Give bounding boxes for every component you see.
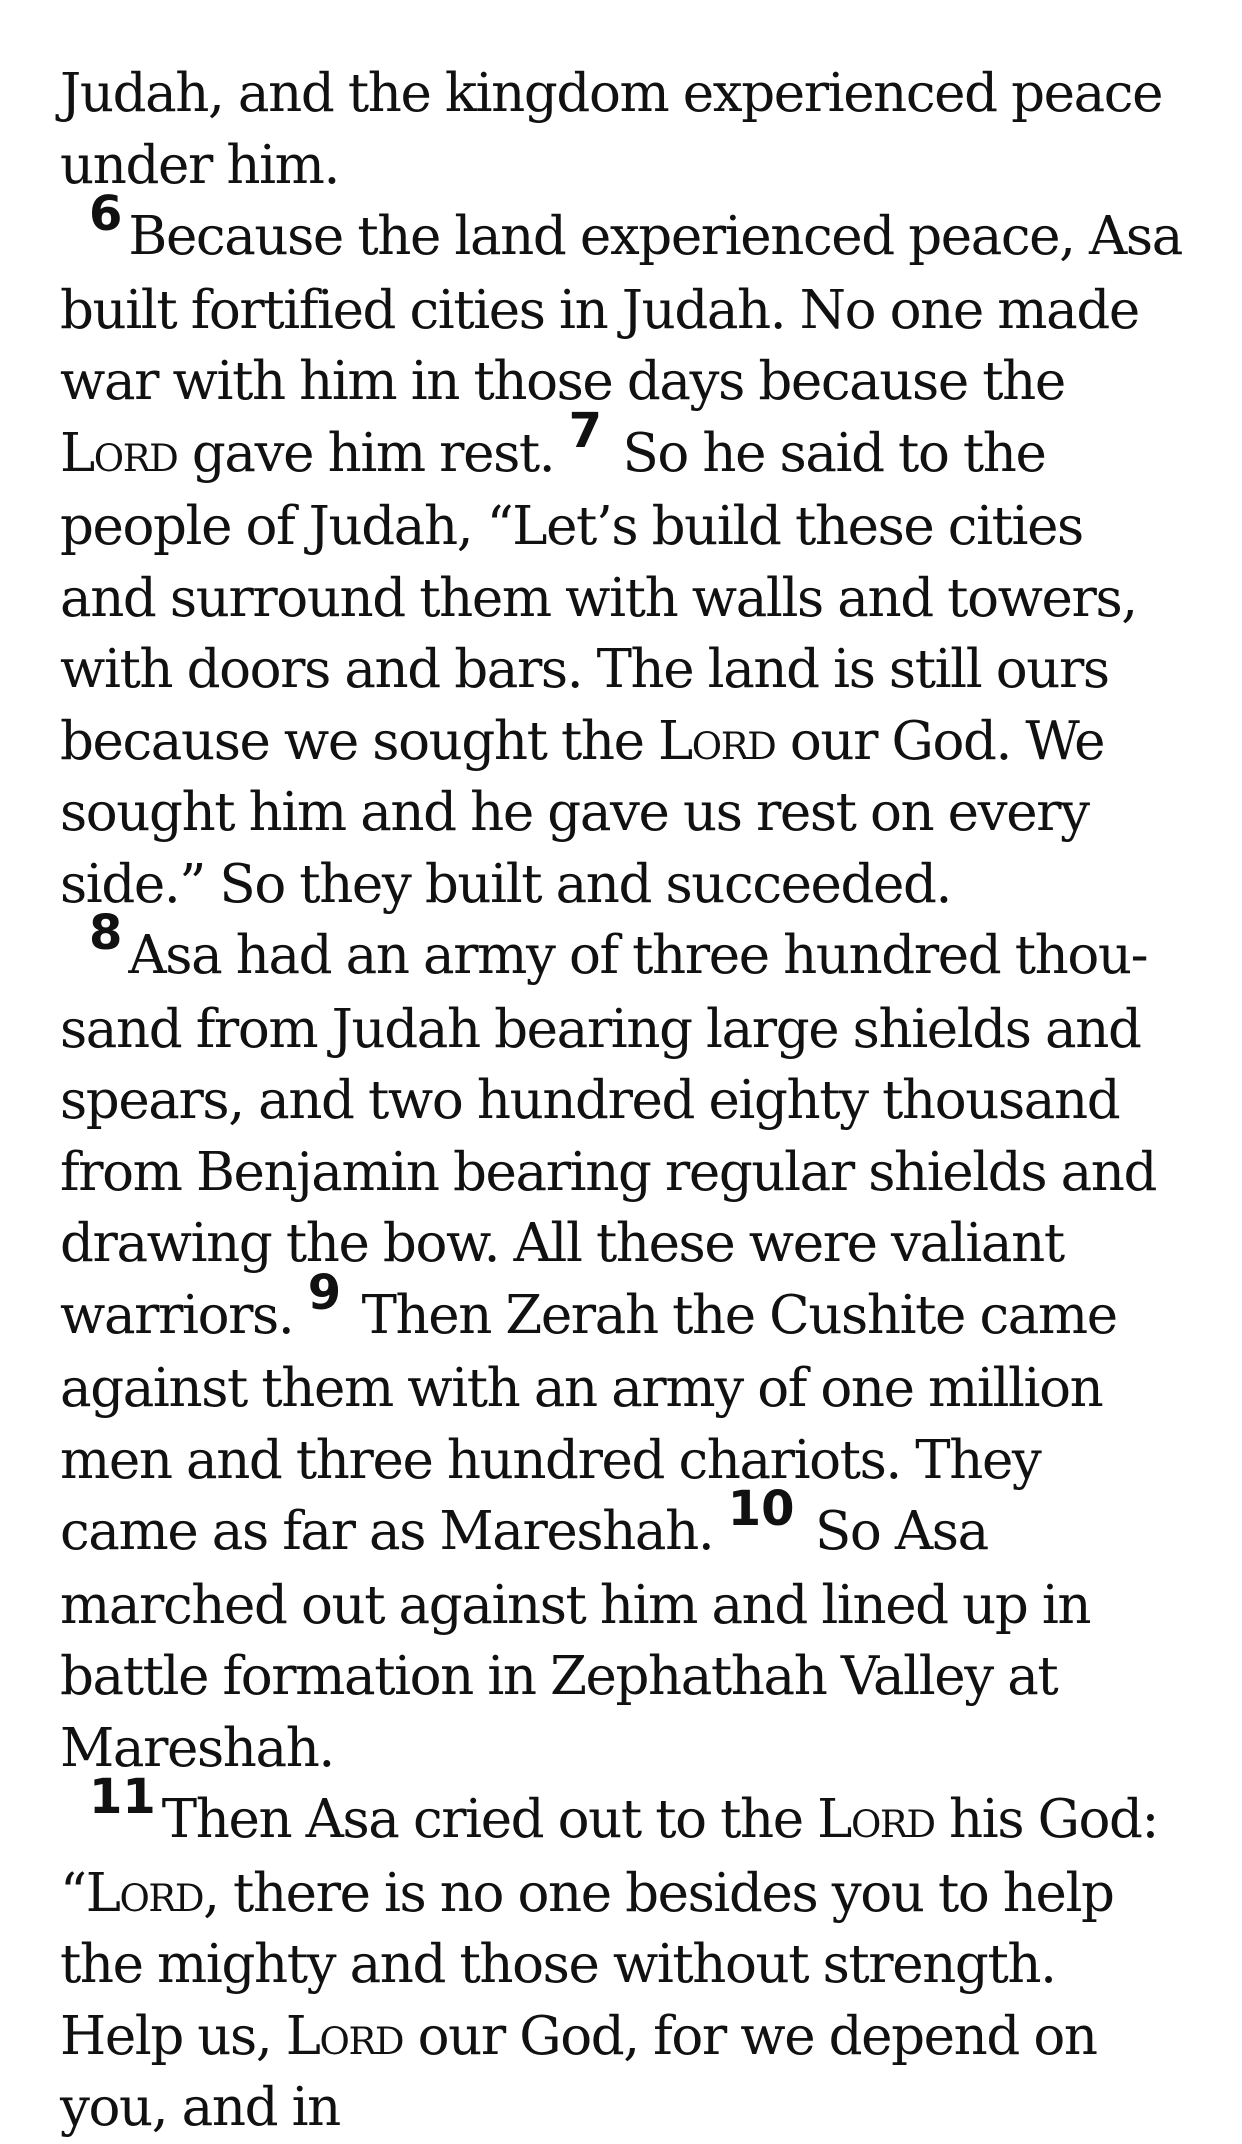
verse-number-8: 8 [89,905,123,961]
divine-name: Lord [285,2005,404,2067]
verse-number-7: 7 [568,402,603,459]
verse-number-9: 9 [307,1264,342,1321]
verse-11-text-d: our God, for we depend on you, and in [60,2005,1097,2138]
paragraph-4 [60,1769,1190,2144]
verse-number-11: 11 [89,1769,156,1825]
verse-11-text-c: , there is no one besides you to help the mighty and those without strength. Help us, [60,1862,1114,2067]
verse-10-text: So Asa marched out against him and lined up in battle formation in Zephathah Valley at Mareshah. [60,1501,1091,1779]
verse-9-text: Then Zerah the Cushite came against them with an army of one million men and three hundred chariots. They came as far as Mareshah. [60,1284,1117,1562]
verse-11-text: Then Asa cried out to the [161,1789,818,1850]
verse-8-text: Asa had an army of three hundred thou-sand from Judah bearing large shields and spears, and two hundred eighty thousand from Benjamin bearing regular shields and drawing the bow. All these were valiant warriors. [60,925,1157,1346]
divine-name: Lord [658,710,776,772]
verse-7-text: So he said to the people of Judah, “Let’s build these cities and surround them with walls and towers, with doors and bars. The land is still ours because we sought the [60,422,1137,772]
verse-5-text: Judah, and the kingdom experienced peace under him. [60,63,1163,196]
divine-name: Lord [60,422,178,484]
verse-number-6: 6 [89,186,123,242]
scripture-text [60,58,1190,2144]
verse-6-end: gave him rest. [177,422,555,484]
divine-name: Lord [85,1862,204,1924]
verse-6-text: Because the land experienced peace, Asa built fortified cities in Judah. No one made war with him in those days because the [60,206,1182,412]
paragraph-2 [60,186,1190,920]
verse-11-text-b: his God: “ [60,1789,1159,1924]
paragraph-1 [60,58,1190,201]
verse-number-10: 10 [727,1481,795,1537]
divine-name: Lord [817,1789,935,1850]
paragraph-3 [60,905,1190,1784]
verse-7-end: our God. We sought him and he gave us rest on every side.” So they built and succeeded. [60,710,1105,915]
